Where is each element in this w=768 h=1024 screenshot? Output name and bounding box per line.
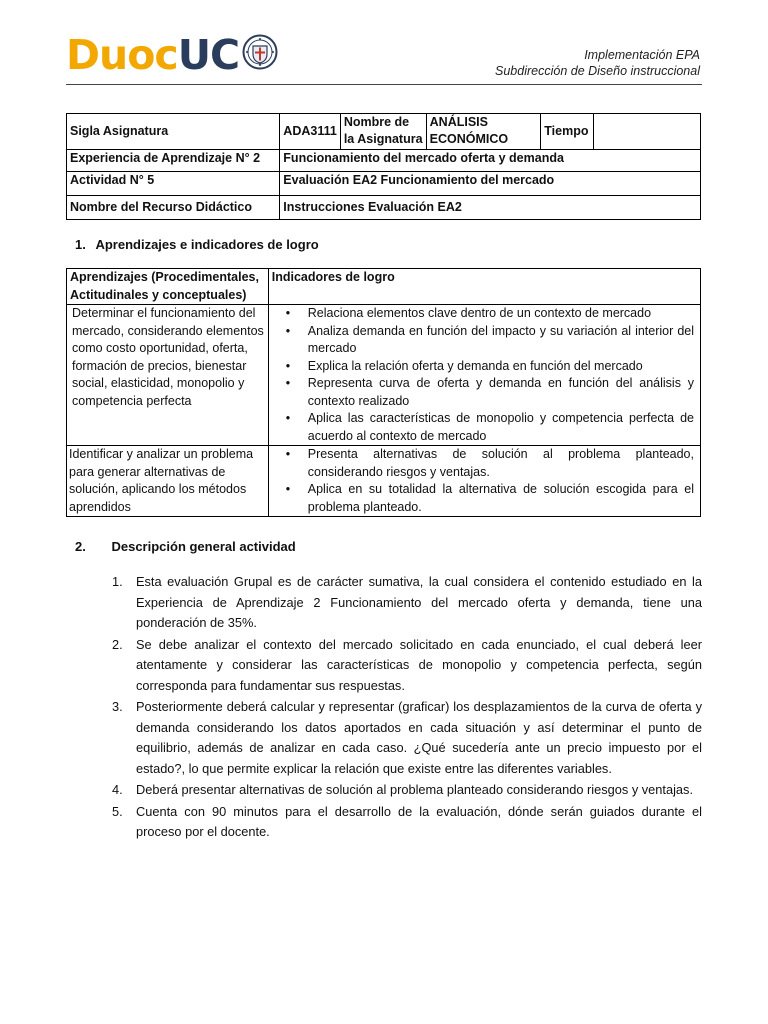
learning-outcomes-table [66,268,701,517]
indicadores-cell [268,305,700,446]
list-item: • Aplica las características de monopolio y competencia perfecta de acuerdo al contexto de mercado [272,410,694,445]
list-item: • Relaciona elementos clave dentro de un contexto de mercado [272,305,694,323]
sigla-label: Sigla Asignatura [67,114,280,150]
header-subtitle [495,47,700,79]
logo-uc-text: UC [177,30,240,79]
indicadores-header: Indicadores de logro [268,269,700,305]
list-item: 3. Posteriormente deberá calcular y representar (graficar) los desplazamientos de la curva de oferta y demanda considerando los datos aportados en cada situación y así determinar el punto de equilibrio, además de analizar en cada caso. ¿Qué sucedería ante un precio impuesto por el estado?, lo que permite explicar la relación que existe entre las diferentes variables. [112,699,702,776]
indicadores-list [272,446,694,516]
list-item: 4. Deberá presentar alternativas de solución al problema planteado considerando riesgos y ventajas. [112,782,694,797]
header-line-2: Subdirección de Diseño instruccional [495,64,700,78]
list-item: • Aplica en su totalidad la alternativa de solución escogida para el problema planteado. [272,481,694,516]
activity-description-list [110,572,702,844]
logo-duoc-text: Duoc [66,30,178,79]
actividad-label: Actividad N° 5 [67,172,280,196]
list-item: • Representa curva de oferta y demanda en función del análisis y contexto realizado [272,375,694,410]
course-info-table [66,113,701,220]
sigla-value: ADA3111 [280,114,341,150]
list-item: 5. Cuenta con 90 minutos para el desarrollo de la evaluación, dónde serán guiados durante el proceso por el docente. [112,803,702,839]
list-item: • Presenta alternativas de solución al problema planteado, considerando riesgos y ventajas. [272,446,694,481]
experiencia-value: Funcionamiento del mercado oferta y demanda [280,150,701,172]
indicadores-cell [268,446,700,517]
recurso-label: Nombre del Recurso Didáctico [67,196,280,220]
section-2-title: Descripción general actividad [111,539,296,554]
list-item: • Analiza demanda en función del impacto y su variación al interior del mercado [272,323,694,358]
list-item: 2. Se debe analizar el contexto del mercado solicitado en cada enunciado, el cual deberá leer atentamente y considerar las características de monopolio y competencia perfecta, según corresponda para fundamentar sus respuestas. [112,636,702,693]
nombre-label: Nombre de la Asignatura [340,114,426,150]
actividad-value: Evaluación EA2 Funcionamiento del mercado [280,172,701,196]
duoc-uc-logo [66,30,278,80]
section-2-heading [75,539,296,554]
list-item: 1. Esta evaluación Grupal es de carácter sumativa, la cual considera el contenido estudiado en la Experiencia de Aprendizaje 2 Funcionamiento del mercado oferta y demanda, tiene una ponderación de 35%. [112,574,702,630]
aprendizaje-cell: Identificar y analizar un problema para generar alternativas de solución, aplicando los métodos aprendidos [67,446,269,517]
list-item: • Explica la relación oferta y demanda en función del mercado [272,358,694,376]
header-divider [66,84,702,85]
university-seal-icon [242,34,278,70]
section-1-heading [75,237,319,252]
aprendizaje-cell: Determinar el funcionamiento del mercado, considerando elementos como costo oportunidad, oferta, formación de precios, bienestar social, elasticidad, monopolio y competencia perfecta [67,305,269,446]
aprendizajes-header: Aprendizajes (Procedimentales, Actitudinales y conceptuales) [67,269,269,305]
tiempo-label: Tiempo [541,114,594,150]
header-line-1: Implementación EPA [584,48,700,62]
section-1-number: 1. [75,237,86,252]
nombre-value: ANÁLISIS ECONÓMICO [426,114,541,150]
indicadores-list [272,305,694,445]
section-2-number: 2. [75,539,86,554]
tiempo-value [594,114,701,150]
experiencia-label: Experiencia de Aprendizaje N° 2 [67,150,280,172]
section-1-title: Aprendizajes e indicadores de logro [95,237,319,252]
recurso-value: Instrucciones Evaluación EA2 [280,196,701,220]
